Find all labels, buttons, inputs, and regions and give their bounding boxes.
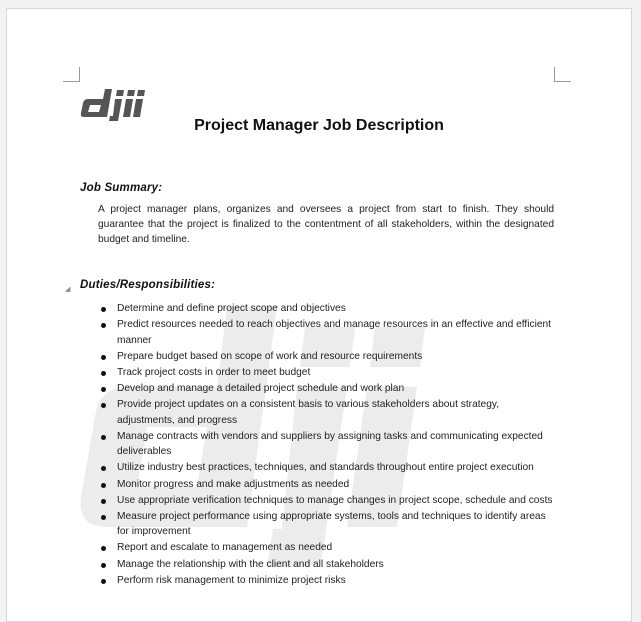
list-item: Manage the relationship with the client and all stakeholders <box>89 557 559 573</box>
list-item: Utilize industry best practices, techniques, and standards throughout entire project execution <box>89 460 559 476</box>
duties-list <box>89 301 559 589</box>
document-title: Project Manager Job Description <box>194 117 444 134</box>
list-item: Use appropriate verification techniques to manage changes in project scope, schedule and costs <box>89 493 559 509</box>
bullet-dot-icon <box>101 579 106 584</box>
bullet-dot-icon <box>101 563 106 568</box>
list-item: Monitor progress and make adjustments as needed <box>89 477 559 493</box>
bullet-dot-icon <box>101 515 106 520</box>
list-item: Report and escalate to management as needed <box>89 540 559 556</box>
list-item: Predict resources needed to reach objectives and manage resources in an effective and efficient manner <box>89 317 559 348</box>
bullet-dot-icon <box>101 403 106 408</box>
list-item: Develop and manage a detailed project schedule and work plan <box>89 381 559 397</box>
collapse-triangle-icon[interactable]: ◢ <box>65 286 71 293</box>
list-item: Prepare budget based on scope of work and resource requirements <box>89 349 559 365</box>
bullet-dot-icon <box>101 435 106 440</box>
list-item: Track project costs in order to meet budget <box>89 365 559 381</box>
document-page <box>6 8 632 622</box>
crop-mark-top-left <box>63 67 80 82</box>
bullet-dot-icon <box>101 546 106 551</box>
list-item: Perform risk management to minimize project risks <box>89 573 559 589</box>
list-item: Measure project performance using appropriate systems, tools and techniques to identify areas for improvement <box>89 509 559 540</box>
list-item: Provide project updates on a consistent basis to various stakeholders about strategy, adjustments, and progress <box>89 397 559 428</box>
bullet-dot-icon <box>101 323 106 328</box>
crop-mark-top-right <box>554 67 571 82</box>
bullet-dot-icon <box>101 387 106 392</box>
job-summary-text: A project manager plans, organizes and oversees a project from start to finish. They should guarantee that the project is finalized to the contentment of all stakeholders, within the designated budget and timeline. <box>98 204 554 245</box>
bullet-dot-icon <box>101 483 106 488</box>
list-item: Determine and define project scope and objectives <box>89 301 559 317</box>
bullet-dot-icon <box>101 371 106 376</box>
dji-logo <box>79 87 149 121</box>
bullet-dot-icon <box>101 307 106 312</box>
list-item: Manage contracts with vendors and suppliers by assigning tasks and communicating expected deliverables <box>89 429 559 460</box>
bullet-dot-icon <box>101 466 106 471</box>
bullet-dot-icon <box>101 499 106 504</box>
bullet-dot-icon <box>101 355 106 360</box>
job-summary-heading: Job Summary: <box>80 182 163 194</box>
duties-heading: Duties/Responsibilities: <box>80 279 216 291</box>
